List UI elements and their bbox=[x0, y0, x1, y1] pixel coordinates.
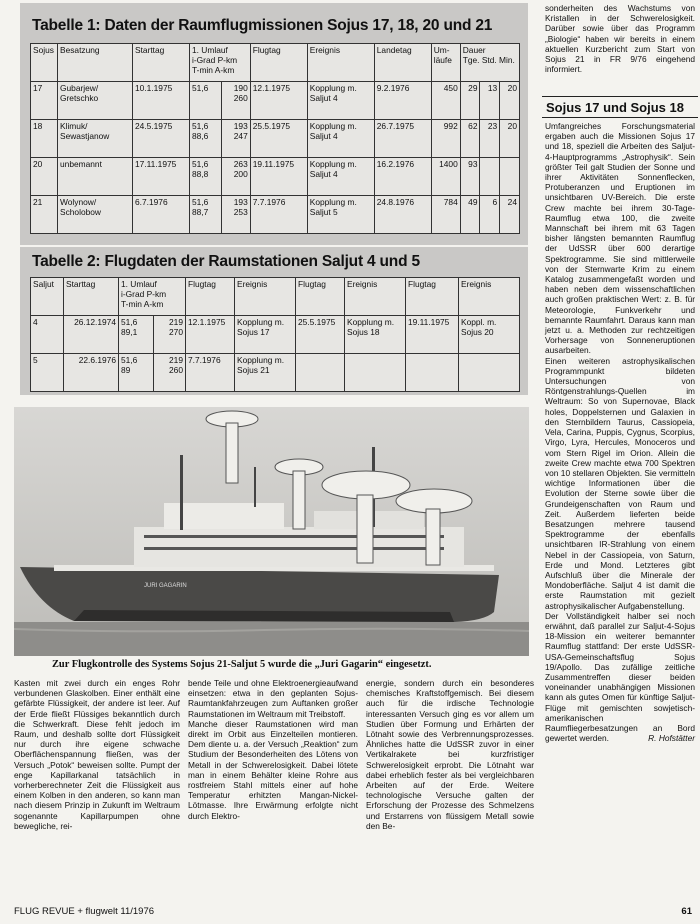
flugtag-cell: 7.7.1976 bbox=[250, 196, 307, 234]
table1-row bbox=[31, 120, 520, 158]
bottom-column-1: Kasten mit zwei durch ein enges Rohr verbundenen Glaskolben. Einer enthält eine gefärbte Flüssigkeit, der andere ist leer. Auf der Erde fließt Flüssiges bekanntlich durch die Schwerkraft. Diese fehlt jedoch im Raum, und deshalb sollte dort Flüssigkeit nur durch ihre eigene schwache Oberflächenspannung fließen, was der Versuch „Potok“ beweisen sollte. Pumpt der enge Kapillarkanal tatsächlich in vorherberechneter Zeit die Flüssigkeit aus einem Kolben in den anderen, so kann man nach diesem Prinzip in Zukunft im Weltraum sogenannte Kapillarpumpen ohne bewegliche, rei- bbox=[14, 678, 180, 831]
saljut-cell: 5 bbox=[31, 354, 64, 392]
bottom-column-2: bende Teile und ohne Elektroenergieaufwand einsetzen: etwa in den geplanten Sojus-Raumtankfahrzeugen zum Auftanken großer Raumstationen im Weltraum mit Treibstoff. Manche dieser Raumstationen wird man direkt im Orbit aus Einzelteilen montieren. Dem diente u. a. der Versuch „Reaktion“ zum Studium der Besonderheiten des Lötens von Metall in der Schwerelosigkeit. Dabei lötete man in einem Behälter kleine Rohre aus rostfreiem Stahl mittels einer auf hohe Temperatur erhitzten Mangan-Nickel-Lötmasse. Ihre Erwärmung erfolgte nicht durch Elektro- bbox=[188, 678, 358, 821]
sojus-cell: 17 bbox=[31, 82, 58, 120]
landetag-cell: 9.2.1976 bbox=[374, 82, 431, 120]
dauer-tage-cell: 62 bbox=[460, 120, 480, 158]
sojus-cell: 21 bbox=[31, 196, 58, 234]
umlauf-km-cell: 190 260 bbox=[222, 82, 251, 120]
dauer-tage-cell: 49 bbox=[460, 196, 480, 234]
right-paragraph-1: Umfangreiches Forschungsmaterial ergaben auch die Missionen Sojus 17 und 18, speziell die Arbeiten des Saljut-4-Hauptprogramms „Astrophysik“. Sein größter Teil galt Studien der Sonne und ihrer Aktivitäten Sonnenflecken, Protuberanzen und Eruptionen im unsichtbaren UV-Bereich. Die erste Crew machte bei ihrem 30-Tage-Raumflug etwa 100, die zweite Mannschaft bei ihrem mit 63 Tagen bisher längsten bemannten Raumflug der UdSSR über 600 derartige Spektrogramme. Sie sind mittlerweile von der Sternwarte Krim zu einem Katalog zusammengefaßt worden und haben neben dem wissenschaftlichen auch großen praktischen Wert: z. B. für Meteorologie, Funkverkehr und bemannte Raumfahrt. Daraus kann man jetzt u. a. Methoden zur rechtzeitigen Vorhersage von Sonneneruptionen ausarbeiten. bbox=[545, 121, 695, 356]
landetag-cell: 16.2.1976 bbox=[374, 158, 431, 196]
dauer-std-cell: 13 bbox=[480, 82, 500, 120]
col-flugtag: Flugtag bbox=[250, 44, 307, 82]
col-flugtag-2: Flugtag bbox=[296, 278, 345, 316]
table2 bbox=[30, 277, 520, 392]
col-landetag: Landetag bbox=[374, 44, 431, 82]
footer-publication: FLUG REVUE + flugwelt 11/1976 bbox=[14, 906, 155, 917]
umlauf-km-cell: 193 247 bbox=[222, 120, 251, 158]
table1-row bbox=[31, 196, 520, 234]
umlaeufe-cell: 992 bbox=[431, 120, 460, 158]
col-sojus: Sojus bbox=[31, 44, 58, 82]
ereignis-cell bbox=[345, 354, 406, 392]
col-umlauf: 1. Umlauf i-Grad P-km T-min A-km bbox=[190, 44, 251, 82]
dauer-min-cell: 24 bbox=[500, 196, 520, 234]
umlaeufe-cell: 450 bbox=[431, 82, 460, 120]
dauer-min-cell bbox=[500, 158, 520, 196]
bottom-column-3: energie, sondern durch ein besonderes chemisches Kraftstoffgemisch. Bei diesem auch für die irdische Technologie interessanten Versuch ging es vor allem um Studien über Formung und Erhärten der Lötnaht sowie des Verbrennungsprozesses. Ähnliches hatte die UdSSR zuvor in einer Vertikalrakete bei kurzfristiger Schwerelosigkeit erprobt. Die Lötnaht war dabei erheblich fester als bei vergleichbaren Arbeiten auf der Erde. Weitere technologische Versuche galten der Erforschung der Prozesse des Schmelzens und Erstarrens von flüssigem Metall sowie den Be- bbox=[366, 678, 534, 831]
umlauf-km-cell: 193 253 bbox=[222, 196, 251, 234]
dauer-tage-cell: 93 bbox=[460, 158, 480, 196]
umlauf-incl-cell: 51,6 88,8 bbox=[190, 158, 222, 196]
umlaeufe-cell: 1400 bbox=[431, 158, 460, 196]
table2-box bbox=[20, 247, 528, 395]
flugtag-cell: 25.5.1975 bbox=[250, 120, 307, 158]
flugtag-cell: 12.1.1975 bbox=[186, 316, 235, 354]
table1 bbox=[30, 43, 520, 234]
flugtag-cell: 12.1.1975 bbox=[250, 82, 307, 120]
flugtag-cell bbox=[296, 354, 345, 392]
table2-header-row bbox=[31, 278, 520, 316]
col-ereignis-2: Ereignis bbox=[345, 278, 406, 316]
dauer-min-cell: 20 bbox=[500, 120, 520, 158]
umlauf-incl-cell: 51,6 88,6 bbox=[190, 120, 222, 158]
col-ereignis: Ereignis bbox=[307, 44, 374, 82]
ereignis-cell: Kopplung m. Saljut 4 bbox=[307, 158, 374, 196]
flugtag-cell: 7.7.1976 bbox=[186, 354, 235, 392]
crew-cell: Klimuk/ Sewastjanow bbox=[58, 120, 133, 158]
col-flugtag-1: Flugtag bbox=[186, 278, 235, 316]
flugtag-cell bbox=[406, 354, 459, 392]
saljut-cell: 4 bbox=[31, 316, 64, 354]
col-ereignis-1: Ereignis bbox=[235, 278, 296, 316]
table2-row bbox=[31, 354, 520, 392]
dauer-min-cell: 20 bbox=[500, 82, 520, 120]
starttag-cell: 22.6.1976 bbox=[64, 354, 119, 392]
table1-row bbox=[31, 82, 520, 120]
umlauf-km-cell: 219 270 bbox=[154, 316, 186, 354]
umlaeufe-cell: 784 bbox=[431, 196, 460, 234]
table2-row bbox=[31, 316, 520, 354]
dauer-std-cell: 23 bbox=[480, 120, 500, 158]
ship-name-text: JURI GAGARIN bbox=[144, 583, 187, 589]
ereignis-cell: Kopplung m. Saljut 4 bbox=[307, 120, 374, 158]
section-heading: Sojus 17 und Sojus 18 bbox=[542, 96, 698, 118]
table1-header-row bbox=[31, 44, 520, 82]
col-umlauf: 1. Umlauf i-Grad P-km T-min A-km bbox=[119, 278, 186, 316]
umlauf-km-cell: 263 200 bbox=[222, 158, 251, 196]
page-number: 61 bbox=[681, 906, 692, 917]
flugtag-cell: 19.11.1975 bbox=[406, 316, 459, 354]
sojus-cell: 18 bbox=[31, 120, 58, 158]
flugtag-cell: 25.5.1975 bbox=[296, 316, 345, 354]
col-ereignis-3: Ereignis bbox=[459, 278, 520, 316]
ship-photo bbox=[14, 407, 529, 656]
umlauf-incl-cell: 51,6 bbox=[190, 82, 222, 120]
table1-title: Tabelle 1: Daten der Raumflugmissionen Sojus 17, 18, 20 und 21 bbox=[32, 17, 493, 34]
starttag-cell: 26.12.1974 bbox=[64, 316, 119, 354]
starttag-cell: 6.7.1976 bbox=[133, 196, 190, 234]
umlauf-incl-cell: 51,6 88,7 bbox=[190, 196, 222, 234]
crew-cell: Wolynow/ Scholobow bbox=[58, 196, 133, 234]
ereignis-cell: Kopplung m. Saljut 4 bbox=[307, 82, 374, 120]
umlauf-incl-cell: 51,6 89 bbox=[119, 354, 154, 392]
crew-cell: Gubarjew/ Gretschko bbox=[58, 82, 133, 120]
dauer-tage-cell: 29 bbox=[460, 82, 480, 120]
col-starttag: Starttag bbox=[64, 278, 119, 316]
col-flugtag-3: Flugtag bbox=[406, 278, 459, 316]
right-paragraph-2: Einen weiteren astrophysikalischen Programmpunkt bildeten Untersuchungen von Röntgenstrahlungs-Quellen im Weltraum: So von Supernovae, Black holes, Doppelsternen und Galaxien in den Sternbildern Taurus, Cassiopeia, Vela, Carina, Puppis, Cygnus, Scorpius, Virgo, Lyra, Hercules, Monoceros und vom Stern Rigel im Orion. Allein die zweite Crew machte etwa 700 Spektren von 10 stellaren Objekten. Sie vermitteln wichtige Informationen über die Evolution der Sterne sowie über die Grundeigenschaften von Raum und Zeit. Außerdem lieferten beide Besatzungen mehrere tausend Spektrogramme der ebenfalls unsichtbaren IR-Strahlung von einem Nebel in der Cassiopeia, von Saturn, Erde und Mond. Letzteres gibt Aufschluß über die Minerale der Mondoberfläche. Saljut 4 ist damit die erste Raumstation mit gezielt astrophysikalischer Aufgabenstellung. bbox=[545, 355, 695, 611]
ereignis-cell bbox=[459, 354, 520, 392]
ereignis-cell: Kopplung m. Sojus 17 bbox=[235, 316, 296, 354]
col-dauer: Dauer Tge. Std. Min. bbox=[460, 44, 519, 82]
right-top-text: sonderheiten des Wachstums von Kristallen in der Schwerelosigkeit. Darüber sowie über das Programm „Biologie“ haben wir bereits in einem aktuellen Kurzbericht zum Start von Sojus 21 in FR 9/76 eingehend informiert. bbox=[545, 3, 695, 75]
ereignis-cell: Kopplung m. Saljut 5 bbox=[307, 196, 374, 234]
ereignis-cell: Koppl. m. Sojus 20 bbox=[459, 316, 520, 354]
col-umlaeufe: Um- läufe bbox=[431, 44, 460, 82]
col-starttag: Starttag bbox=[133, 44, 190, 82]
landetag-cell: 26.7.1975 bbox=[374, 120, 431, 158]
ship-illustration bbox=[14, 407, 529, 656]
starttag-cell: 10.1.1975 bbox=[133, 82, 190, 120]
ereignis-cell: Kopplung m. Sojus 21 bbox=[235, 354, 296, 392]
starttag-cell: 17.11.1975 bbox=[133, 158, 190, 196]
sojus-cell: 20 bbox=[31, 158, 58, 196]
right-paragraph-3: Der Vollständigkeit halber sei noch erwähnt, daß parallel zur Saljut-4-Sojus 18-Mission ein weiterer bemannter Raumflug stattfand: Der erste UdSSR-USA-Gemeinschaftsflug Sojus 19/Apollo. Das zufällige zeitliche Zusammentreffen dieser beiden voneinander unabhängigen Missionen kann als gutes Omen für künftige Saljut-Flüge mit gemischten sowjetisch-amerikanischen Raumfliegerbesatzungen an Bord gewertet werden. R. Hofstätter bbox=[545, 610, 695, 744]
crew-cell: unbemannt bbox=[58, 158, 133, 196]
author: R. Hofstätter bbox=[648, 733, 695, 744]
flugtag-cell: 19.11.1975 bbox=[250, 158, 307, 196]
table1-box bbox=[20, 3, 528, 245]
table1-row bbox=[31, 158, 520, 196]
ereignis-cell: Kopplung m. Sojus 18 bbox=[345, 316, 406, 354]
landetag-cell: 24.8.1976 bbox=[374, 196, 431, 234]
photo-caption: Zur Flugkontrolle des Systems Sojus 21-Saljut 5 wurde die „Juri Gagarin“ eingesetzt. bbox=[52, 659, 432, 670]
right-column bbox=[545, 121, 695, 743]
umlauf-km-cell: 219 260 bbox=[154, 354, 186, 392]
col-besatzung: Besatzung bbox=[58, 44, 133, 82]
col-saljut: Saljut bbox=[31, 278, 64, 316]
dauer-std-cell bbox=[480, 158, 500, 196]
table2-title: Tabelle 2: Flugdaten der Raumstationen Saljut 4 und 5 bbox=[32, 253, 420, 270]
umlauf-incl-cell: 51,6 89,1 bbox=[119, 316, 154, 354]
dauer-std-cell: 6 bbox=[480, 196, 500, 234]
starttag-cell: 24.5.1975 bbox=[133, 120, 190, 158]
